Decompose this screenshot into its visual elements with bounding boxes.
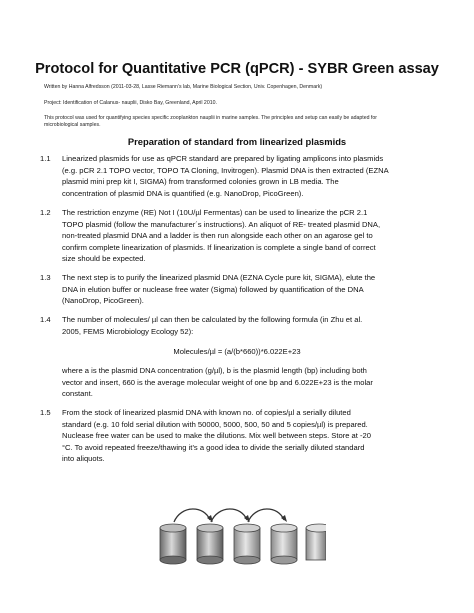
step-number: 1.1	[40, 154, 51, 163]
section-heading: Preparation of standard from linearized plasmids	[127, 136, 347, 147]
step-text-line: The next step is to purify the linearized plasmid DNA (EZNA Cycle pure kit, SIGMA), elute the	[62, 273, 376, 282]
step-number: 1.2	[40, 208, 51, 217]
transfer-arrow	[211, 509, 247, 522]
step-text-line: standard (e.g. 10 fold serial dilution with 50000, 5000, 500, 50 and 5 copies/µl) is prepared.	[62, 419, 368, 429]
step-text-line: (NanoDrop, PicoGreen).	[62, 296, 144, 306]
dilution-tube	[160, 524, 186, 564]
dilution-tube	[197, 524, 223, 564]
explanation-line: vector and insert, 660 is the average molecular weight of one bp and 6.022E+23 is the molar	[62, 377, 373, 387]
step-text-line: plasmid mini prep kit I, SIGMA) from transformed colonies grown in LB media. The	[62, 177, 339, 187]
description-line-2: microbiological samples.	[44, 121, 101, 128]
step-text-line: confirm complete linearization of plasmids. If linearization is complete a single band of correct	[62, 242, 376, 252]
step-number: 1.4	[40, 315, 51, 324]
step-text-line: DNA in elution buffer or nuclease free water (Sigma) followed by quantification of the DNA	[62, 284, 364, 294]
step-text-line: From the stock of linearized plasmid DNA with known no. of copies/µl a serially diluted	[62, 408, 351, 417]
step-text-line: into aliquots.	[62, 454, 105, 464]
dilution-tube	[306, 524, 326, 560]
step-text-line: The restriction enzyme (RE) Not I (10U/µl Fermentas) can be used to linearize the pCR 2.1	[62, 208, 368, 217]
dilution-tube	[234, 524, 260, 564]
transfer-arrow	[248, 509, 284, 522]
transfer-arrow	[174, 509, 210, 522]
explanation-line: constant.	[62, 389, 93, 399]
project-line: Project: Identification of Calanus- nauplii, Disko Bay, Greenland, April 2010.	[44, 100, 217, 106]
description-line-1: This protocol was used for quantifying species specific zooplankton nauplii in marine samples. The principles and setup can easily be adapted for	[44, 115, 377, 121]
step-text-line: size should be expected.	[62, 254, 146, 264]
page-title: Protocol for Quantitative PCR (qPCR) - SYBR Green assay	[35, 61, 439, 77]
serial-dilution-tubes-figure	[156, 504, 326, 566]
step-text-line: concentration of plasmid DNA is quantified (e.g. NanoDrop, PicoGreen).	[62, 188, 304, 198]
step-text-line: Nuclease free water can be used to make the dilutions. Mix well between steps. Store at -20	[62, 431, 371, 441]
step-text-line: (e.g. pCR 2.1 TOPO vector, TOPO TA Cloning, Invitrogen). Plasmid DNA is then extracted (EZNA	[62, 165, 389, 175]
step-number: 1.3	[40, 273, 51, 282]
step-text-line: 2005, FEMS Microbiology Ecology 52):	[62, 326, 194, 336]
molecules-formula: Molecules/µl = (a/(b*660))*6.022E+23	[173, 347, 301, 356]
author-line: Written by Hanna Alfredsson (2011-03-28, Lasse Riemann’s lab, Marine Biological Section, Univ. Copenhagen, Denmark)	[44, 84, 323, 90]
explanation-line: where a is the plasmid DNA concentration (g/µl), b is the plasmid length (bp) including both	[62, 366, 367, 375]
step-text-line: Linearized plasmids for use as qPCR standard are prepared by ligating amplicons into plasmids	[62, 154, 384, 163]
step-text-line: non-treated plasmid DNA and a ladder is then run alongside each other on an agarose gel to	[62, 231, 373, 241]
step-text-line: The number of molecules/ µl can then be calculated by the following formula (in Zhu et al.	[62, 315, 363, 324]
dilution-tube	[271, 524, 297, 564]
step-text-line: °C. To avoid repeated freeze/thawing it’s a good idea to divide the serially diluted standard	[62, 442, 365, 452]
step-text-line: TOPO plasmid (follow the manufacturer´s instructions). An aliquot of RE- treated plasmid DNA,	[62, 219, 381, 229]
step-number: 1.5	[40, 408, 51, 417]
